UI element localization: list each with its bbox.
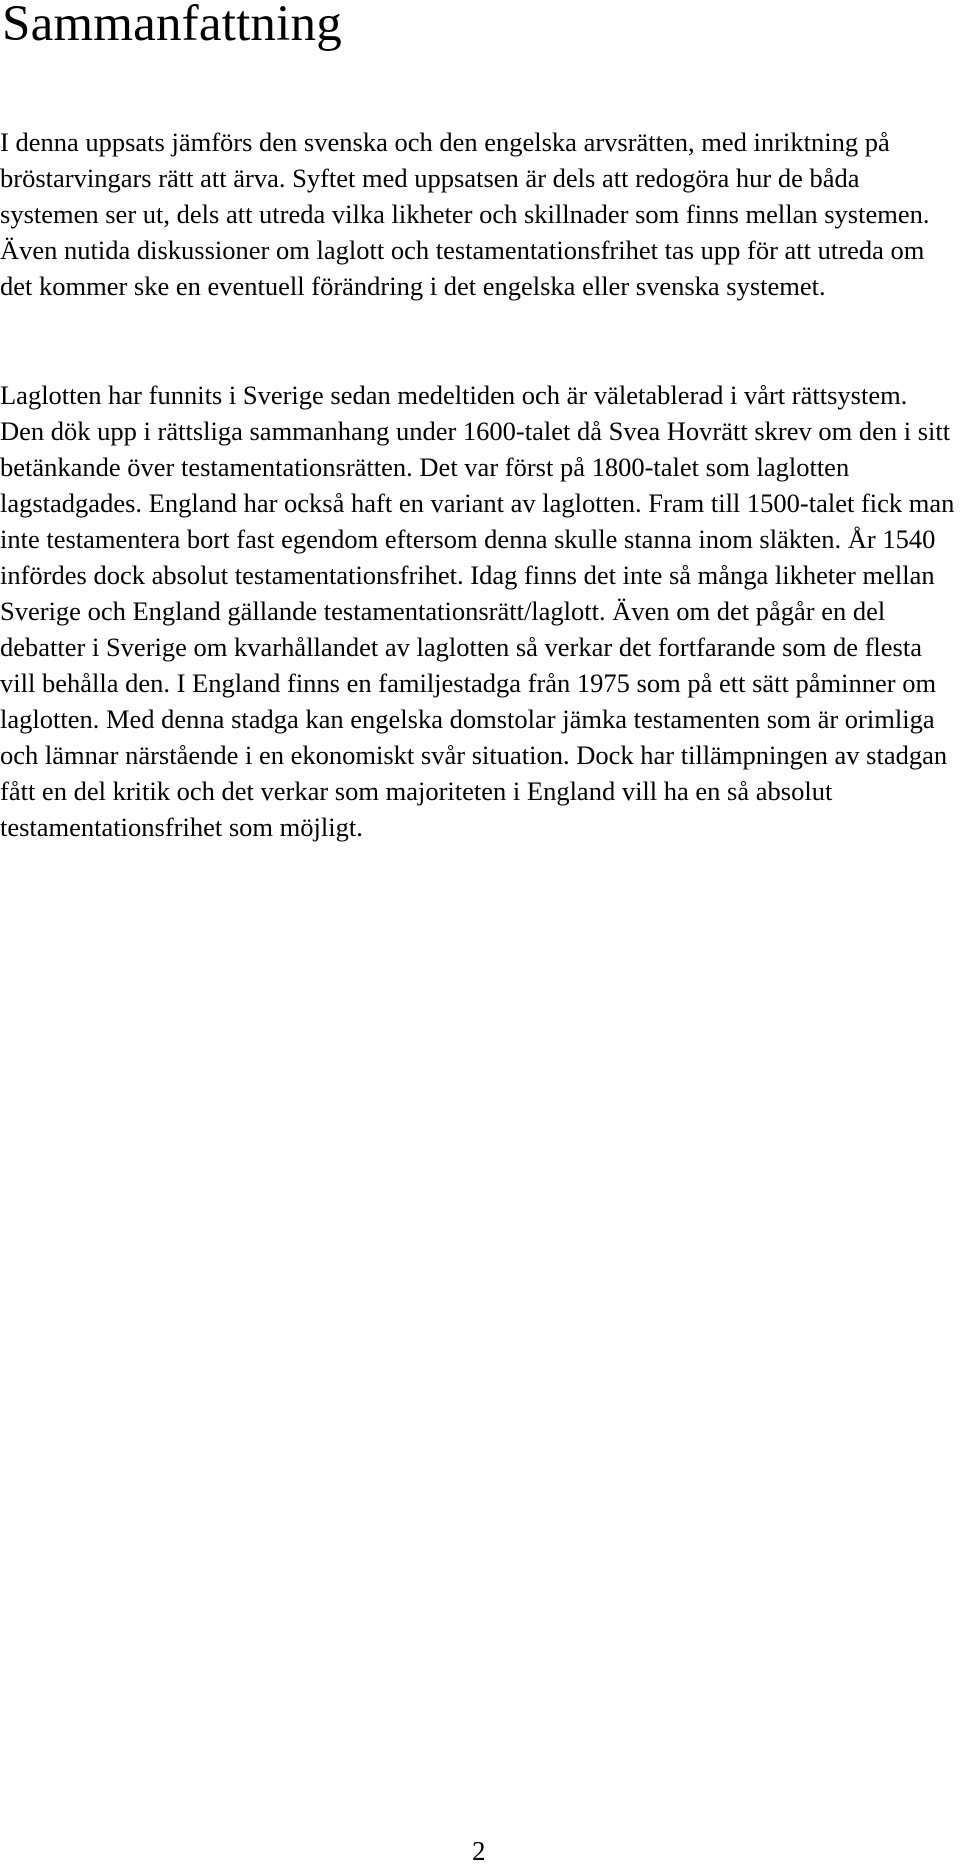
page-number: 2 xyxy=(472,1836,486,1866)
summary-paragraph-2: Laglotten har funnits i Sverige sedan medeltiden och är väletablerad i vårt rättsystem. Den dök upp i rättsliga sammanhang under 1600-talet då Svea Hovrätt skrev om den i sitt betänkande över testamentationsrätten. Det var först på 1800-talet som laglotten lagstadgades. England har också haft en variant av laglotten. Fram till 1500-talet fick man inte testamentera bort fast egendom eftersom denna skulle stanna inom släkten. År 1540 infördes dock absolut testamentationsfrihet. Idag finns det inte så många likheter mellan Sverige och England gällande testamentationsrätt/laglott. Även om det pågår en del debatter i Sverige om kvarhållandet av laglotten så verkar det fortfarande som de flesta vill behålla den. I England finns en familjestadga från 1975 som på ett sätt påminner om laglotten. Med denna stadga kan engelska domstolar jämka testamenten som är orimliga och lämnar närstående i en ekonomiskt svår situation. Dock har tillämpningen av stadgan fått en del kritik och det verkar som majoriteten i England vill ha en så absolut testamentationsfrihet som möjligt. xyxy=(0,380,955,842)
summary-paragraph-1: I denna uppsats jämförs den svenska och den engelska arvsrätten, med inriktning på bröstarvingars rätt att ärva. Syftet med uppsatsen är dels att redogöra hur de båda systemen ser ut, dels att utreda vilka likheter och skillnader som finns mellan systemen. Även nutida diskussioner om laglott och testamentationsfrihet tas upp för att utreda om det kommer ske en eventuell förändring i det engelska eller svenska systemet. xyxy=(0,127,930,301)
page-title: Sammanfattning xyxy=(2,0,342,52)
